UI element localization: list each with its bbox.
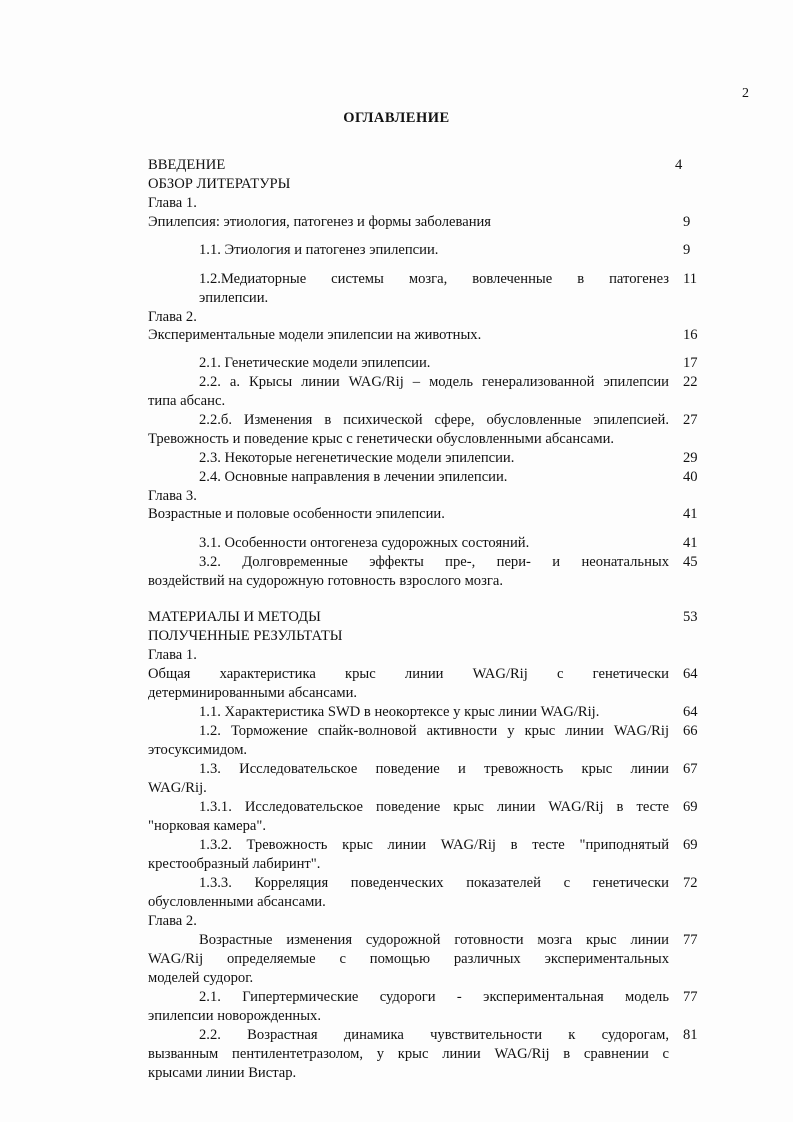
toc-entry-page-number: 53 <box>683 609 698 625</box>
toc-entry-page-number: 16 <box>683 327 698 343</box>
toc-entry-text <box>148 874 669 912</box>
toc-entry-line: крестообразный лабиринт". <box>148 856 321 872</box>
toc-entry-page-number: 29 <box>683 450 698 466</box>
toc-title: ОГЛАВЛЕНИЕ <box>343 110 450 126</box>
toc-entry-line: ВВЕДЕНИЕ <box>148 157 226 173</box>
toc-entry-text <box>148 665 669 703</box>
toc-entry-line: Глава 2. <box>148 913 197 929</box>
toc-entry-text <box>148 608 669 627</box>
toc-entry-text <box>148 798 669 836</box>
toc-entry-page-number: 9 <box>683 242 691 258</box>
toc-entry-text <box>199 468 669 487</box>
toc-entry-page-number: 77 <box>683 989 698 1005</box>
toc-entry-page-number: 64 <box>683 666 698 682</box>
toc-entry-line: 3.2. Долговременные эффекты пре-, пери- и неонатальных <box>199 554 669 570</box>
toc-entry-line: Глава 3. <box>148 488 197 504</box>
toc-entry-page-number: 67 <box>683 761 698 777</box>
toc-entry-text <box>148 156 669 175</box>
toc-entry-text <box>148 760 669 798</box>
toc-entry-line: 2.4. Основные направления в лечении эпилепсии. <box>199 469 508 485</box>
toc-entry-page-number: 69 <box>683 837 698 853</box>
toc-entry-line: 2.3. Некоторые негенетические модели эпилепсии. <box>199 450 515 466</box>
toc-entry-line: 1.3. Исследовательское поведение и тревожность крыс линии <box>199 761 669 777</box>
toc-entry-text <box>148 988 669 1026</box>
toc-entry-line: 1.1. Этиология и патогенез эпилепсии. <box>199 242 439 258</box>
toc-entry-page-number: 41 <box>683 535 698 551</box>
toc-entry-page-number: 45 <box>683 554 698 570</box>
toc-entry-line: Глава 2. <box>148 309 197 325</box>
toc-entry-line: Общая характеристика крыс линии WAG/Rij с генетически <box>148 666 669 682</box>
toc-entry-page-number: 22 <box>683 374 698 390</box>
toc-entry-text <box>148 505 669 524</box>
toc-entry-line: эпилепсии. <box>199 290 269 306</box>
toc-entry-line: ОБЗОР ЛИТЕРАТУРЫ <box>148 176 291 192</box>
toc-entry-line: 1.2. Торможение спайк-волновой активности у крыс линии WAG/Rij <box>199 723 669 739</box>
toc-entry-page-number: 66 <box>683 723 698 739</box>
toc-entry-text <box>148 213 669 232</box>
toc-entry-text <box>148 411 669 449</box>
toc-entry-line: ПОЛУЧЕННЫЕ РЕЗУЛЬТАТЫ <box>148 628 343 644</box>
toc-entry-page-number: 77 <box>683 932 698 948</box>
toc-entry-text <box>148 1026 669 1083</box>
toc-entry-line: эпилепсии новорожденных. <box>148 1008 321 1024</box>
toc-entry-text <box>148 175 669 194</box>
toc-entry-text <box>199 241 669 260</box>
toc-entry-line: 1.1. Характеристика SWD в неокортексе у крыс линии WAG/Rij. <box>199 704 600 720</box>
toc-entry-line: Возрастные и половые особенности эпилепсии. <box>148 506 445 522</box>
toc-entry-line: крысами линии Вистар. <box>148 1065 297 1081</box>
toc-entry-text <box>199 703 669 722</box>
toc-entry-line: Глава 1. <box>148 647 197 663</box>
toc-entry-line: обусловленными абсансами. <box>148 894 326 910</box>
toc-entry-line: воздействий на судорожную готовность взрослого мозга. <box>148 573 503 589</box>
toc-entry-text <box>199 449 669 468</box>
toc-entry-line: 1.2.Медиаторные системы мозга, вовлеченные в патогенез <box>199 271 669 287</box>
toc-entry-line: Экспериментальные модели эпилепсии на животных. <box>148 327 482 343</box>
toc-entry-line: 2.1. Генетические модели эпилепсии. <box>199 355 431 371</box>
toc-entry-line: 1.3.2. Тревожность крыс линии WAG/Rij в тесте "приподнятый <box>199 837 669 853</box>
toc-entry-line: "норковая камера". <box>148 818 266 834</box>
toc-entry-text <box>199 354 669 373</box>
toc-entry-text <box>148 308 669 327</box>
toc-entry-line: WAG/Rij. <box>148 780 207 796</box>
toc-entry-text <box>148 553 669 591</box>
toc-entry-page-number: 17 <box>683 355 698 371</box>
toc-entry-line: 2.2. Возрастная динамика чувствительности к судорогам, <box>199 1027 669 1043</box>
toc-entry-text <box>148 646 669 665</box>
toc-entry-page-number: 11 <box>683 271 698 287</box>
toc-entry-text <box>148 627 669 646</box>
toc-entry-page-number: 27 <box>683 412 698 428</box>
toc-entry-text <box>148 194 669 213</box>
toc-entry-line: 3.1. Особенности онтогенеза судорожных состояний. <box>199 535 530 551</box>
toc-entry-page-number: 40 <box>683 469 698 485</box>
toc-entry-text <box>199 270 669 308</box>
toc-entry-text <box>148 326 669 345</box>
toc-entry-line: 2.2.б. Изменения в психической сфере, обусловленные эпилепсией. <box>199 412 669 428</box>
toc-entry-line: моделей судорог. <box>148 970 254 986</box>
toc-entry-line: Тревожность и поведение крыс с генетически обусловленными абсансами. <box>148 431 615 447</box>
toc-entry-text <box>148 373 669 411</box>
toc-entry-text <box>148 487 669 506</box>
toc-entry-page-number: 69 <box>683 799 698 815</box>
toc-entry-line: Возрастные изменения судорожной готовности мозга крыс линии <box>199 932 669 948</box>
toc-entry-text <box>148 931 669 988</box>
toc-entry-text <box>148 912 669 931</box>
toc-entry-line: 1.3.3. Корреляция поведенческих показателей с генетически <box>199 875 669 891</box>
toc-entry-line: Эпилепсия: этиология, патогенез и формы заболевания <box>148 214 492 230</box>
toc-entry-line: этосуксимидом. <box>148 742 248 758</box>
toc-entry-line: типа абсанс. <box>148 393 226 409</box>
page-number: 2 <box>742 86 749 101</box>
toc-entry-line: WAG/Rij определяемые с помощью различных экспериментальных <box>148 951 669 967</box>
toc-entry-text <box>148 722 669 760</box>
toc-entry-page-number: 64 <box>683 704 698 720</box>
toc-entry-page-number: 81 <box>683 1027 698 1043</box>
toc-entry-line: 1.3.1. Исследовательское поведение крыс линии WAG/Rij в тесте <box>199 799 669 815</box>
toc-entry-page-number: 9 <box>683 214 691 230</box>
toc-entry-text <box>199 534 669 553</box>
toc-entry-line: МАТЕРИАЛЫ И МЕТОДЫ <box>148 609 321 625</box>
toc-entry-page-number: 41 <box>683 506 698 522</box>
toc-entry-page-number: 4 <box>675 157 683 173</box>
toc-entry-line: Глава 1. <box>148 195 197 211</box>
toc-entry-line: детерминированными абсансами. <box>148 685 358 701</box>
toc-entry-text <box>148 836 669 874</box>
toc-entry-page-number: 72 <box>683 875 698 891</box>
toc-entry-line: вызванным пентилентетразолом, у крыс линии WAG/Rij в сравнении с <box>148 1046 669 1062</box>
toc-entry-line: 2.1. Гипертермические судороги - экспериментальная модель <box>199 989 669 1005</box>
toc-entry-line: 2.2. а. Крысы линии WAG/Rij – модель генерализованной эпилепсии <box>199 374 669 390</box>
